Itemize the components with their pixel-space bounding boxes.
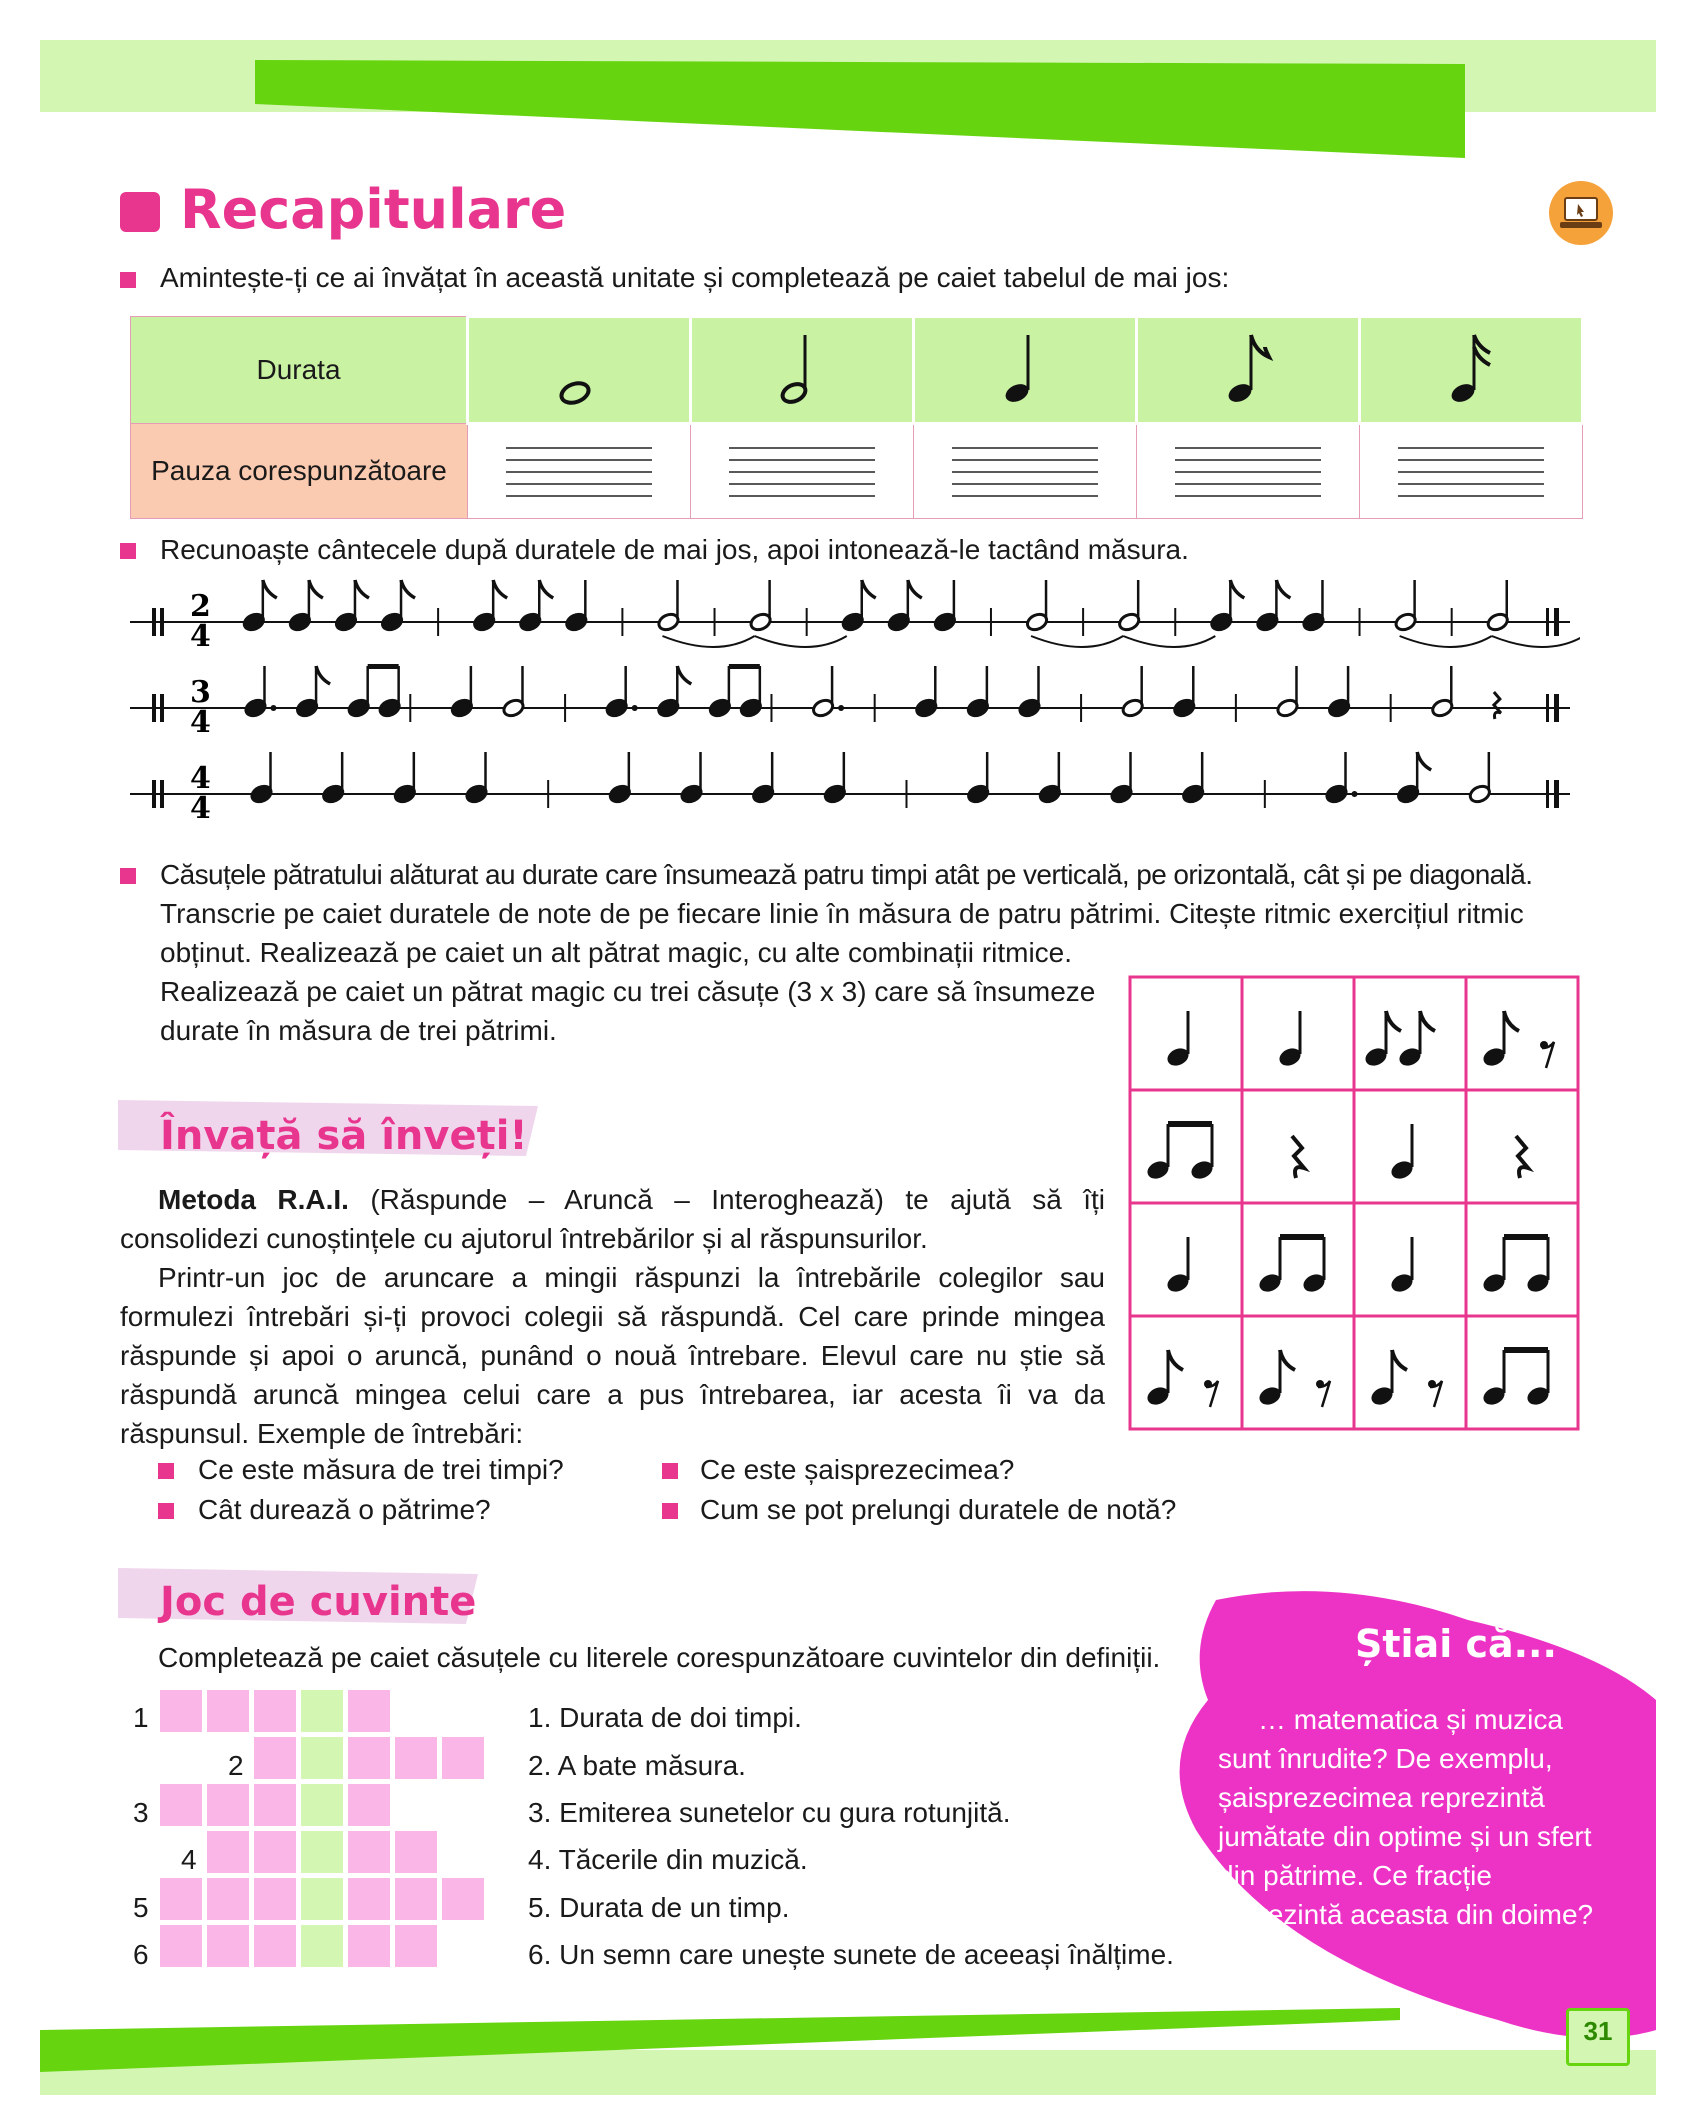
time-signature-bottom: 4 xyxy=(190,619,211,654)
crossword-cell xyxy=(348,1831,390,1873)
method-name: Metoda R.A.I. xyxy=(158,1184,349,1215)
crossword-cell xyxy=(207,1831,249,1873)
game-title: Joc de cuvinte xyxy=(160,1579,477,1625)
crossword-cell xyxy=(301,1925,343,1967)
crossword-cell xyxy=(348,1925,390,1967)
game-instruction: Completează pe caiet căsuțele cu literele corespunzătoare cuvintelor din definiții. xyxy=(158,1642,1161,1673)
table-cell-half xyxy=(691,317,914,424)
magic-cell xyxy=(1389,1237,1416,1295)
magic-para1: Căsuțele pătratului alăturat au durate care însumează patru timpi atât pe verticală, pe orizontală, cât și pe diagonală. xyxy=(160,859,1533,890)
crossword-cell xyxy=(207,1925,249,1967)
time-signature-top: 3 xyxy=(190,675,211,710)
crossword-cell xyxy=(207,1878,249,1920)
crossword-cell xyxy=(301,1690,343,1732)
definition-5: 5. Durata de un timp. xyxy=(528,1892,790,1923)
crossword-cell xyxy=(254,1690,296,1732)
crossword-cell xyxy=(442,1878,484,1920)
method-desc: (Răspunde – Aruncă – Interoghează) te ajută să îți consolidezi cunoștințele cu ajutorul întrebărilor și al răspunsurilor. xyxy=(120,1184,1105,1254)
crossword-cell xyxy=(348,1737,390,1779)
crossword-cell xyxy=(254,1878,296,1920)
didyouknow-title: Știai că... xyxy=(1355,1622,1557,1666)
magic-cell xyxy=(1369,1350,1442,1408)
magic-cell xyxy=(1516,1136,1528,1178)
bullet-icon xyxy=(158,1503,174,1519)
header-band-green xyxy=(255,60,1470,160)
rhythm-staff xyxy=(130,580,1580,654)
time-signature-top: 2 xyxy=(190,589,211,624)
magic-cell xyxy=(1389,1124,1416,1182)
row-number-1: 1 xyxy=(133,1702,149,1733)
definition-2: 2. A bate măsura. xyxy=(528,1750,746,1781)
magic-cell xyxy=(1292,1136,1304,1178)
crossword-cell xyxy=(254,1784,296,1826)
row-number-4: 4 xyxy=(181,1844,197,1875)
page-number: 31 xyxy=(1583,2016,1613,2046)
magic-cell xyxy=(1481,1234,1552,1295)
crossword-cell xyxy=(254,1737,296,1779)
table-cell-quarter xyxy=(914,317,1137,424)
bullet-icon xyxy=(120,868,136,884)
question-4: Cum se pot prelungi duratele de notă? xyxy=(700,1494,1177,1525)
crossword-cell xyxy=(395,1925,437,1967)
bullet-icon xyxy=(662,1503,678,1519)
time-signature-bottom: 4 xyxy=(190,791,211,826)
crossword-cell xyxy=(207,1690,249,1732)
crossword-cell xyxy=(348,1878,390,1920)
didyouknow-text: … matematica și muzica sunt înrudite? De exemplu, șaisprezecimea reprezintă jumătate din optime și un sfert din pătrime. Ce fracție reprezintă aceasta din doime? xyxy=(1218,1704,1594,1930)
crossword-cell xyxy=(395,1831,437,1873)
table-answer-cell xyxy=(914,424,1137,519)
crossword-cell xyxy=(160,1784,202,1826)
table-answer-cell xyxy=(1360,424,1583,519)
bullet-icon xyxy=(158,1463,174,1479)
magic-para2: Transcrie pe caiet duratele de note de pe fiecare linie în măsura de patru pătrimi. Citește ritmic exercițiul ritmic obținut. Realizează pe caiet un alt pătrat magic, cu alte combinații ritmice. xyxy=(160,898,1524,968)
question-1: Ce este măsura de trei timpi? xyxy=(198,1454,564,1485)
row-number-3: 3 xyxy=(133,1797,149,1828)
table-label-durata: Durata xyxy=(131,317,468,424)
intro-text: Amintește-ți ce ai învățat în această unitate și completează pe caiet tabelul de mai jos: xyxy=(160,262,1230,293)
table-cell-sixteenth xyxy=(1360,317,1583,424)
rhythm-staves xyxy=(130,570,1580,850)
duration-table xyxy=(130,315,1584,519)
rhythm-instruction: Recunoaște cântecele după duratele de mai jos, apoi intonează-le tactând măsura. xyxy=(160,534,1189,565)
table-answer-cell xyxy=(468,424,691,519)
table-cell-whole xyxy=(468,317,691,424)
learn-method xyxy=(120,1180,1105,1258)
crossword-cell xyxy=(301,1878,343,1920)
magic-cell xyxy=(1481,1347,1552,1408)
crossword-cell xyxy=(348,1690,390,1732)
magic-cell xyxy=(1481,1011,1554,1069)
magic-cell xyxy=(1145,1350,1218,1408)
crossword-cell xyxy=(207,1784,249,1826)
definition-1: 1. Durata de doi timpi. xyxy=(528,1702,802,1733)
crossword-cell xyxy=(254,1831,296,1873)
table-cell-eighth xyxy=(1137,317,1360,424)
magic-cell xyxy=(1277,1011,1304,1069)
crossword-grid xyxy=(160,1690,510,1990)
crossword-cell xyxy=(160,1690,202,1732)
definition-4: 4. Tăcerile din muzică. xyxy=(528,1844,808,1875)
title-square xyxy=(120,192,160,232)
magic-para3: Realizează pe caiet un pătrat magic cu trei căsuțe (3 x 3) care să însumeze durate în măsura de trei pătrimi. xyxy=(160,976,1096,1046)
definition-6: 6. Un semn care unește sunete de aceeași înălțime. xyxy=(528,1939,1174,1970)
crossword-cell xyxy=(301,1831,343,1873)
bullet-icon xyxy=(120,543,136,559)
magic-cell xyxy=(1257,1350,1330,1408)
row-number-6: 6 xyxy=(133,1939,149,1970)
magic-cell xyxy=(1165,1011,1192,1069)
crossword-cell xyxy=(301,1737,343,1779)
crossword-cell xyxy=(348,1784,390,1826)
learn-paragraph xyxy=(120,1258,1105,1453)
magic-cell xyxy=(1165,1237,1192,1295)
definition-3: 3. Emiterea sunetelor cu gura rotunjită. xyxy=(528,1797,1011,1828)
rhythm-staff xyxy=(130,752,1570,826)
rhythm-staff xyxy=(130,664,1570,740)
magic-square xyxy=(1128,975,1580,1431)
crossword-cell xyxy=(160,1878,202,1920)
table-label-pauza: Pauza corespunzătoare xyxy=(131,424,468,519)
magic-cell xyxy=(1257,1234,1328,1295)
bullet-icon xyxy=(120,272,136,288)
table-answer-cell xyxy=(691,424,914,519)
page-title: Recapitulare xyxy=(180,178,567,241)
row-number-2: 2 xyxy=(228,1750,244,1781)
crossword-cell xyxy=(301,1784,343,1826)
magic-cell xyxy=(1145,1121,1216,1182)
crossword-cell xyxy=(395,1878,437,1920)
crossword-cell xyxy=(254,1925,296,1967)
row-number-5: 5 xyxy=(133,1892,149,1923)
question-2: Cât durează o pătrime? xyxy=(198,1494,491,1525)
learn-title: Învață să înveți! xyxy=(160,1113,528,1159)
table-answer-cell xyxy=(1137,424,1360,519)
time-signature-top: 4 xyxy=(190,761,211,796)
crossword-cell xyxy=(442,1737,484,1779)
learn-paragraph-text: Printr-un joc de aruncare a mingii răspunzi la întrebările colegilor sau formulezi întrebări și-ți provoci colegii să răspundă. Cel care prinde mingea răspunde și apoi o aruncă, punând o nouă întrebare. Elevul care nu știe să răspundă aruncă mingea celui care a pus întrebarea, iar acesta îi va da răspunsul. Exemple de întrebări: xyxy=(120,1262,1105,1449)
bullet-icon xyxy=(662,1463,678,1479)
crossword-cell xyxy=(160,1925,202,1967)
time-signature-bottom: 4 xyxy=(190,705,211,740)
question-3: Ce este șaisprezecimea? xyxy=(700,1454,1015,1485)
computer-icon[interactable] xyxy=(1548,180,1614,246)
magic-cell xyxy=(1363,1011,1435,1069)
crossword-cell xyxy=(395,1737,437,1779)
